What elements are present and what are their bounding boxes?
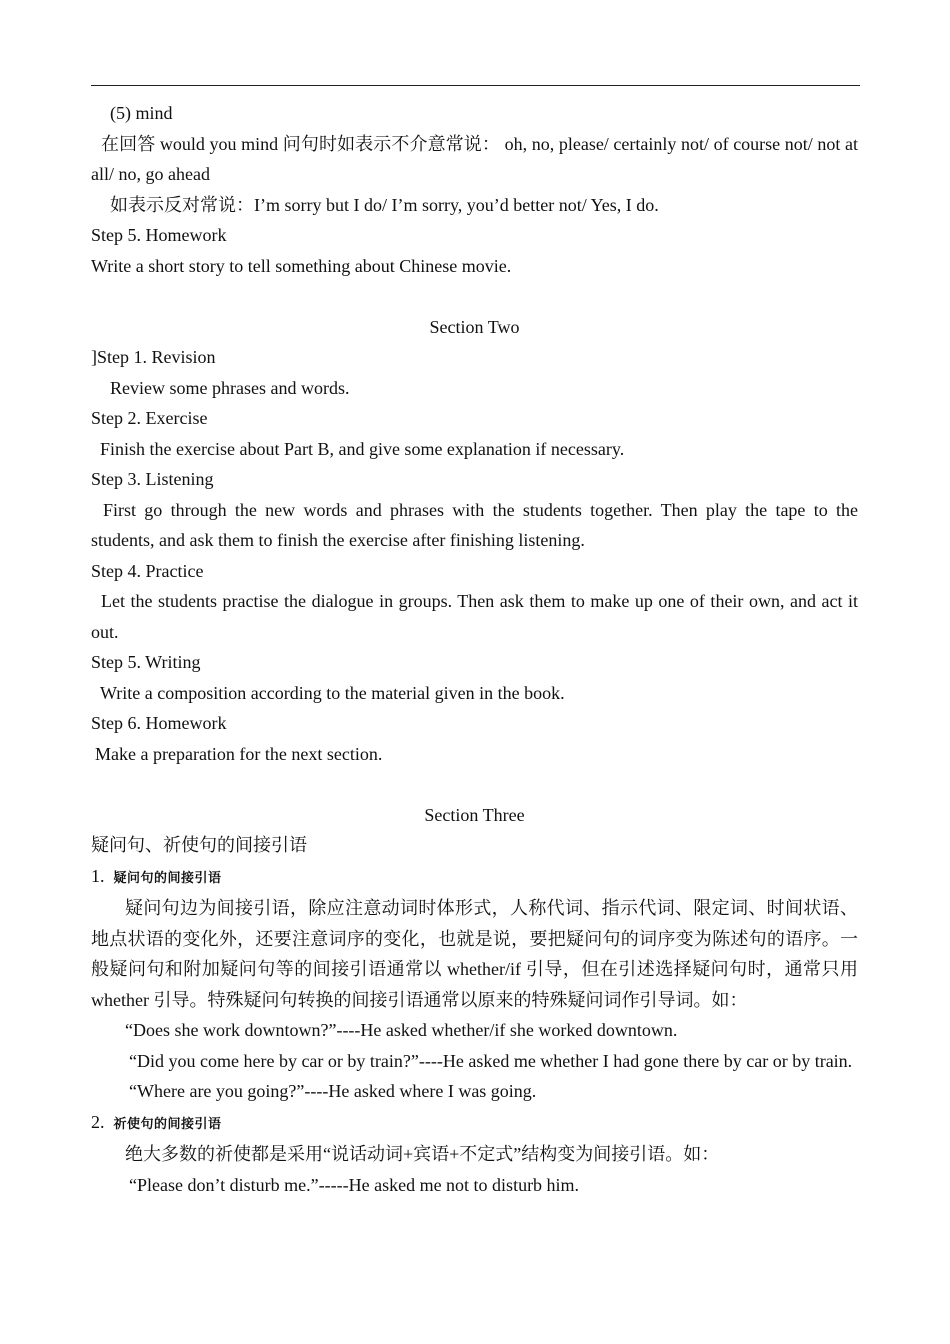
section-three-subtitle: 疑问句、祈使句的间接引语 (91, 835, 307, 855)
step-heading: Step 6. Homework (91, 713, 227, 733)
document-body (91, 98, 858, 1200)
step-heading: Step 3. Listening (91, 469, 214, 489)
step-heading: Step 5. Homework (91, 225, 227, 245)
example-sentence: “Does she work downtown?”----He asked whether/if she worked downtown. (125, 1020, 678, 1040)
part-text: 绝大多数的祈使都是采用“说话动词+宾语+不定式”结构变为间接引语。如： (125, 1144, 720, 1164)
step-text: Write a composition according to the material given in the book. (100, 682, 565, 703)
step-heading: ]Step 1. Revision (91, 347, 216, 367)
part-number: 2. (91, 1111, 105, 1132)
step-heading: Step 2. Exercise (91, 408, 208, 428)
mind-heading: (5) mind (110, 103, 173, 123)
step-text: Make a preparation for the next section. (95, 743, 383, 764)
part-heading (91, 1107, 858, 1140)
blank-line (91, 769, 858, 800)
step-text: First go through the new words and phrases with the students together. Then play the tape to the students, and ask them to finish the exercise after finishing listening. (91, 499, 858, 550)
part-heading (91, 861, 858, 894)
example-sentence: “Please don’t disturb me.”-----He asked me not to disturb him. (129, 1174, 580, 1195)
step-heading: Step 5. Writing (91, 652, 201, 672)
section-three-title: Section Three (424, 804, 525, 825)
example-sentence: “Where are you going?”----He asked where I was going. (129, 1081, 537, 1101)
blank-line (91, 281, 858, 312)
step-text: Write a short story to tell something about Chinese movie. (91, 255, 512, 276)
part-title: 祈使句的间接引语 (113, 1115, 222, 1131)
mind-disagree-text: 如表示反对常说：I’m sorry but I do/ I’m sorry, you’d better not/ Yes, I do. (110, 194, 659, 215)
mind-agree-text: 在回答 would you mind 问句时如表示不介意常说： oh, no, please/ certainly not/ of course not/ not at all/ no, go ahead (91, 133, 858, 184)
step-text: Finish the exercise about Part B, and give some explanation if necessary. (100, 438, 625, 459)
part-text: 疑问句边为间接引语，除应注意动词时体形式，人称代词、指示代词、限定词、时间状语、地点状语的变化外，还要注意词序的变化，也就是说，要把疑问句的词序变为陈述句的语序。一般疑问句和附加疑问句等的间接引语通常以 whether/if 引导，但在引述选择疑问句时，通常只用 whether 引导。特殊疑问句转换的间接引语通常以原来的特殊疑问词作引导词。如： (91, 898, 858, 1010)
part-number: 1. (91, 865, 105, 886)
step-text: Review some phrases and words. (110, 377, 350, 398)
part-title: 疑问句的间接引语 (113, 869, 222, 885)
section-two-title: Section Two (429, 316, 520, 337)
step-heading: Step 4. Practice (91, 560, 204, 581)
header-rule (91, 85, 860, 86)
example-sentence: “Did you come here by car or by train?”----He asked me whether I had gone there by car or by train. (129, 1050, 853, 1071)
step-text: Let the students practise the dialogue in groups. Then ask them to make up one of their own, and act it out. (91, 591, 858, 642)
